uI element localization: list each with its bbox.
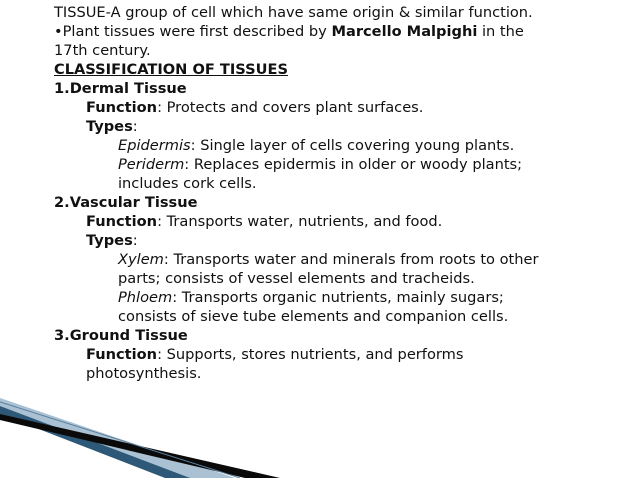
type-desc: : Replaces epidermis in older or woody plants; (184, 156, 523, 173)
type-name: Phloem (118, 289, 173, 306)
tissue-definition: TISSUE-A group of cell which have same origin & similar function. (54, 4, 533, 21)
dermal-function (54, 98, 614, 117)
function-text: : Protects and covers plant surfaces. (157, 99, 424, 116)
xylem-item-cont: parts; consists of vessel elements and tracheids. (118, 270, 475, 287)
periderm-item-cont: includes cork cells. (118, 175, 257, 192)
types-colon: : (132, 118, 138, 135)
ground-function (54, 345, 614, 364)
phloem-item (54, 288, 614, 307)
history-prefix: •Plant tissues were first described by (54, 23, 332, 40)
malpighi-name: Marcello Malpighi (331, 23, 478, 40)
ground-function-cont: photosynthesis. (86, 365, 202, 382)
type-name: Epidermis (118, 137, 191, 154)
types-label: Types (86, 232, 133, 249)
phloem-item-cont: consists of sieve tube elements and companion cells. (118, 308, 509, 325)
vascular-function (54, 212, 614, 231)
function-label: Function (86, 346, 158, 363)
type-name: Xylem (118, 251, 164, 268)
swoosh-thin-line (0, 402, 240, 478)
type-desc: : Single layer of cells covering young plants. (190, 137, 515, 154)
slide-body (54, 3, 614, 383)
function-label: Function (86, 213, 158, 230)
periderm-item (54, 155, 614, 174)
classification-heading: CLASSIFICATION OF TISSUES (54, 61, 288, 78)
type-desc: : Transports organic nutrients, mainly sugars; (172, 289, 504, 306)
function-label: Function (86, 99, 158, 116)
history-suffix: in the (477, 23, 524, 40)
history-line-cont: 17th century. (54, 42, 151, 59)
section-title-vascular: 2.Vascular Tissue (54, 194, 198, 211)
xylem-item (54, 250, 614, 269)
type-name: Periderm (118, 156, 185, 173)
function-text: : Supports, stores nutrients, and performs (157, 346, 464, 363)
dermal-types (54, 117, 614, 136)
function-text: : Transports water, nutrients, and food. (157, 213, 443, 230)
epidermis-item (54, 136, 614, 155)
types-label: Types (86, 118, 133, 135)
vascular-types (54, 231, 614, 250)
types-colon: : (132, 232, 138, 249)
section-title-ground: 3.Ground Tissue (54, 327, 188, 344)
history-line (54, 22, 614, 41)
section-title-dermal: 1.Dermal Tissue (54, 80, 187, 97)
type-desc: : Transports water and minerals from roots to other (163, 251, 539, 268)
